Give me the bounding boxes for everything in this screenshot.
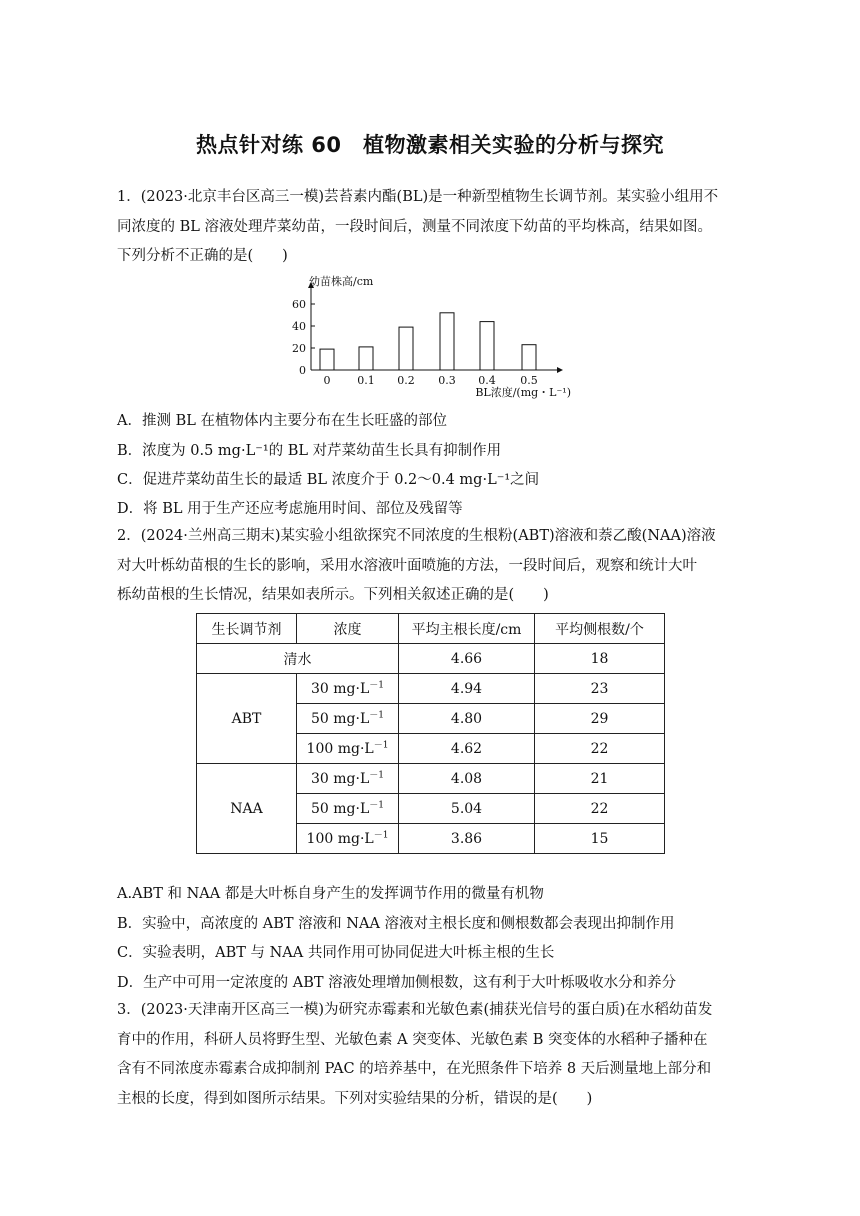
x-tick-label: 0.4 (478, 374, 496, 387)
x-tick-label: 0.2 (397, 374, 415, 387)
table-cell: 4.94 (399, 674, 535, 704)
x-tick-label: 0.5 (520, 374, 538, 387)
conc-value: 30 mg·L (311, 680, 370, 697)
x-axis-arrow (557, 367, 563, 373)
table-cell: 4.08 (399, 764, 535, 794)
q3-stem-line: 育中的作用，科研人员将野生型、光敏色素 A 突变体、光敏色素 B 突变体的水稻种子播种在 (117, 1031, 708, 1048)
bar (522, 345, 536, 370)
conc-value: 30 mg·L (311, 770, 370, 787)
y-axis-title: 幼苗株高/cm (309, 275, 374, 288)
q2-option-b: B．实验中，高浓度的 ABT 溶液和 NAA 溶液对主根长度和侧根数都会表现出抑制作用 (117, 916, 675, 932)
table-cell: 15 (535, 824, 665, 854)
table-cell (297, 794, 399, 824)
results-table (196, 613, 665, 854)
q2-option-a: A.ABT 和 NAA 都是大叶栎自身产生的发挥调节作用的微量有机物 (117, 886, 544, 902)
y-tick-label: 20 (292, 342, 306, 355)
table-cell: 18 (535, 644, 665, 674)
table-cell: 4.80 (399, 704, 535, 734)
q1-stem-line: 1．(2023·北京丰台区高三一模)芸苔素内酯(BL)是一种新型植物生长调节剂。某实验小组用不 (117, 189, 719, 205)
q3-stem (117, 996, 743, 1114)
q2-stem (117, 522, 743, 611)
group-label: ABT (197, 674, 297, 764)
q3-stem-line: 3．(2023·天津南开区高三一模)为研究赤霉素和光敏色素(捕获光信号的蛋白质)在水稻幼苗发 (117, 1002, 713, 1018)
table-cell (297, 674, 399, 704)
x-axis-title: BL浓度/(mg・L⁻¹) (475, 386, 571, 399)
table-cell (297, 704, 399, 734)
q1-option-b: B．浓度为 0.5 mg·L⁻¹的 BL 对芹菜幼苗生长具有抑制作用 (117, 443, 502, 459)
conc-value: 50 mg·L (311, 710, 370, 727)
table-cell: 3.86 (399, 824, 535, 854)
table-header-cell: 平均侧根数/个 (535, 614, 665, 644)
table-cell: 5.04 (399, 794, 535, 824)
y-tick-label: 0 (299, 364, 306, 377)
q1-stem (117, 183, 743, 272)
table-row (197, 644, 665, 674)
conc-exponent: －1 (369, 799, 384, 810)
table-cell (297, 734, 399, 764)
conc-value: 50 mg·L (311, 800, 370, 817)
q3-stem-line: 主根的长度，得到如图所示结果。下列对实验结果的分析，错误的是( ) (117, 1090, 593, 1107)
q2-option-d: D．生产中可用一定浓度的 ABT 溶液处理增加侧根数，这有利于大叶栎吸收水分和养分 (117, 975, 677, 991)
conc-exponent: －1 (369, 769, 384, 780)
bar (440, 313, 454, 370)
table-cell: 4.66 (399, 644, 535, 674)
conc-exponent: －1 (373, 829, 389, 840)
table-cell: 4.62 (399, 734, 535, 764)
control-label: 清水 (197, 644, 399, 674)
table-row (197, 674, 665, 704)
q3-stem-line: 含有不同浓度赤霉素合成抑制剂 PAC 的培养基中，在光照条件下培养 8 天后测量地上部分和 (117, 1061, 712, 1077)
y-tick-label: 40 (292, 320, 306, 333)
q2-stem-line: 2．(2024·兰州高三期末)某实验小组欲探究不同浓度的生根粉(ABT)溶液和萘乙酸(NAA)溶液 (117, 528, 716, 544)
bar (480, 322, 494, 370)
group-label: NAA (197, 764, 297, 854)
q1-stem-line: 同浓度的 BL 溶液处理芹菜幼苗，一段时间后，测量不同浓度下幼苗的平均株高，结果如图。 (117, 218, 712, 235)
table-header-cell: 平均主根长度/cm (399, 614, 535, 644)
x-tick-label: 0.1 (357, 374, 375, 387)
q2-stem-line: 对大叶栎幼苗根的生长的影响，采用水溶液叶面喷施的方法，一段时间后，观察和统计大叶 (117, 557, 697, 574)
table-header-cell: 浓度 (297, 614, 399, 644)
table-cell: 21 (535, 764, 665, 794)
q1-option-d: D．将 BL 用于生产还应考虑施用时间、部位及残留等 (117, 501, 463, 517)
conc-value: 100 mg·L (306, 830, 374, 847)
bar (320, 349, 334, 370)
x-tick-label: 0 (323, 374, 331, 387)
bar (359, 347, 373, 370)
table-header-row (197, 614, 665, 644)
table-cell: 23 (535, 674, 665, 704)
conc-exponent: －1 (369, 679, 384, 690)
q2-option-c: C．实验表明，ABT 与 NAA 共同作用可协同促进大叶栎主根的生长 (117, 945, 555, 961)
q1-stem-line: 下列分析不正确的是( ) (117, 248, 288, 264)
table-cell: 22 (535, 794, 665, 824)
table-header-cell: 生长调节剂 (197, 614, 297, 644)
page-title: 热点针对练 60 植物激素相关实验的分析与探究 (195, 133, 665, 157)
table-cell (297, 764, 399, 794)
q2-stem-line: 栎幼苗根的生长情况，结果如表所示。下列相关叙述正确的是( ) (117, 587, 549, 603)
table-cell: 29 (535, 704, 665, 734)
q1-option-c: C．促进芹菜幼苗生长的最适 BL 浓度介于 0.2～0.4 mg·L⁻¹之间 (117, 472, 540, 488)
table-cell (297, 824, 399, 854)
conc-value: 100 mg·L (306, 740, 374, 757)
bl-bar-chart (285, 272, 585, 404)
table-cell: 22 (535, 734, 665, 764)
x-tick-label: 0.3 (438, 374, 456, 387)
table-row (197, 764, 665, 794)
y-tick-label: 60 (292, 298, 306, 311)
conc-exponent: －1 (373, 739, 389, 750)
bar (399, 327, 413, 370)
q1-option-a: A．推测 BL 在植物体内主要分布在生长旺盛的部位 (117, 413, 447, 429)
conc-exponent: －1 (369, 709, 384, 720)
